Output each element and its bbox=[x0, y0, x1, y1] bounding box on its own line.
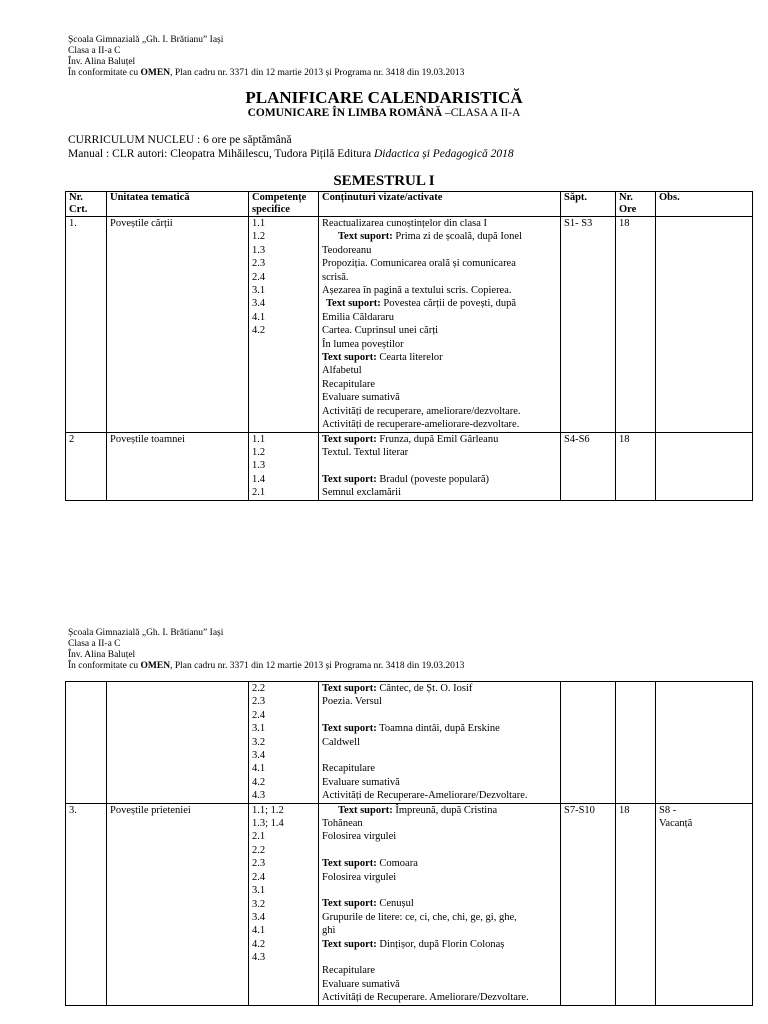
content-line: Evaluare sumativă bbox=[322, 776, 400, 788]
table-row bbox=[66, 217, 753, 433]
row-week bbox=[561, 682, 616, 804]
competence: 2.3 bbox=[252, 858, 266, 870]
row-competences bbox=[249, 217, 319, 433]
row-obs bbox=[656, 432, 753, 500]
content-line: Text suport: Cenușul bbox=[322, 898, 414, 910]
competence: 4.2 bbox=[252, 325, 266, 337]
competence: 1.1 bbox=[252, 218, 266, 229]
content-line: Tohănean bbox=[322, 818, 363, 830]
content-line: În lumea poveștilor bbox=[322, 338, 404, 350]
table-row bbox=[66, 803, 753, 1005]
content-line: Text suport: Frunza, după Emil Gârleanu bbox=[322, 433, 499, 445]
content-line: Text suport: Prima zi de școală, după Ionel bbox=[338, 231, 522, 243]
content-line bbox=[322, 459, 557, 472]
content-line: Activități de Recuperare. Ameliorare/Dezvoltare. bbox=[322, 992, 529, 1004]
content-line: Text suport: Cearta literelor bbox=[322, 352, 443, 364]
content-line: Text suport: Toamna dintâi, după Erskine bbox=[322, 723, 500, 735]
content-line bbox=[322, 884, 557, 897]
content-line: Recapitulare bbox=[322, 378, 376, 390]
competence: 2.3 bbox=[252, 258, 266, 270]
competence: 3.1 bbox=[252, 885, 266, 897]
content-line: Reactualizarea cunoștințelor din clasa I bbox=[322, 218, 488, 229]
header-week: Săpt. bbox=[561, 192, 616, 217]
content-line: Textul. Textul literar bbox=[322, 446, 409, 458]
competence: 1.1 bbox=[252, 433, 266, 445]
competence: 4.3 bbox=[252, 952, 266, 964]
competence: 4.2 bbox=[252, 938, 266, 950]
competence: 3.2 bbox=[252, 736, 266, 748]
competence: 3.4 bbox=[252, 750, 266, 762]
document-subtitle bbox=[0, 107, 768, 119]
competence: 2.4 bbox=[252, 709, 266, 721]
competence: 2.1 bbox=[252, 831, 266, 843]
subtitle-rest: –CLASA A II-A bbox=[442, 107, 521, 119]
row-competences bbox=[249, 803, 319, 1005]
competence: 2.4 bbox=[252, 271, 266, 283]
conformity-rest: , Plan cadru nr. 3371 din 12 martie 2013 și Programa nr. 3418 din 19.03.2013 bbox=[170, 661, 465, 671]
table-header-row bbox=[66, 192, 753, 217]
school-name: Școala Gimnazială „Gh. I. Brătianu” Iași bbox=[68, 628, 224, 638]
conformity-omen: OMEN bbox=[140, 661, 171, 671]
competence: 4.2 bbox=[252, 776, 266, 788]
competence: 1.2 bbox=[252, 446, 266, 458]
content-line: Text suport: Cântec, de Șt. O. Iosif bbox=[322, 683, 473, 694]
content-line bbox=[322, 709, 557, 722]
row-week: S1- S3 bbox=[561, 217, 616, 433]
competence: 3.2 bbox=[252, 898, 266, 910]
row-competences bbox=[249, 682, 319, 804]
competence: 2.2 bbox=[252, 683, 266, 694]
content-line: Activități de recuperare-ameliorare-dezvoltare. bbox=[322, 419, 520, 431]
row-content bbox=[319, 803, 561, 1005]
row-nr bbox=[66, 682, 107, 804]
conformity-line bbox=[68, 68, 464, 79]
content-line: Evaluare sumativă bbox=[322, 392, 400, 404]
plan-table-page1 bbox=[65, 191, 753, 501]
plan-table-page2 bbox=[65, 681, 753, 1006]
conformity-prefix: În conformitate cu bbox=[68, 68, 141, 78]
header-comp: Competențe specifice bbox=[249, 192, 319, 217]
content-line: Text suport: Bradul (poveste populară) bbox=[322, 473, 490, 485]
conformity-omen: OMEN bbox=[140, 68, 171, 78]
content-line bbox=[322, 951, 557, 964]
content-line: Folosirea virgulei bbox=[322, 831, 397, 843]
row-content bbox=[319, 682, 561, 804]
competence: 4.1 bbox=[252, 763, 266, 775]
row-week: S7-S10 bbox=[561, 803, 616, 1005]
competence: 1.4 bbox=[252, 473, 266, 485]
competence: 3.1 bbox=[252, 723, 266, 735]
competence: 1.2 bbox=[252, 231, 266, 243]
row-week: S4-S6 bbox=[561, 432, 616, 500]
content-line: Cartea. Cuprinsul unei cărți bbox=[322, 325, 439, 337]
competence: 2.4 bbox=[252, 871, 266, 883]
content-line bbox=[322, 749, 557, 762]
content-line: scrisă. bbox=[322, 271, 349, 283]
row-obs bbox=[656, 803, 753, 1005]
row-hours bbox=[616, 682, 656, 804]
competence: 3.1 bbox=[252, 285, 266, 297]
row-unit: Poveștile toamnei bbox=[107, 432, 249, 500]
row-content bbox=[319, 432, 561, 500]
content-line: Text suport: Comoara bbox=[322, 858, 418, 870]
competence: 3.4 bbox=[252, 298, 266, 310]
content-line: Text suport: Împreună, după Cristina bbox=[338, 804, 498, 816]
school-header bbox=[68, 35, 464, 79]
class-name: Clasa a II-a C bbox=[68, 639, 121, 649]
conformity-rest: , Plan cadru nr. 3371 din 12 martie 2013 și Programa nr. 3418 din 19.03.2013 bbox=[170, 68, 465, 78]
competence: 1.3 bbox=[252, 460, 266, 472]
semester-title: SEMESTRUL I bbox=[333, 173, 435, 189]
content-line: Alfabetul bbox=[322, 365, 362, 377]
competence: 1.3; 1.4 bbox=[252, 818, 284, 830]
row-nr: 1. bbox=[66, 217, 107, 433]
subtitle-bold: COMUNICARE ÎN LIMBA ROMÂNĂ bbox=[247, 107, 443, 119]
content-line: Emilia Căldararu bbox=[322, 311, 395, 323]
table-row bbox=[66, 432, 753, 500]
row-nr: 2 bbox=[66, 432, 107, 500]
manual-publisher: Didactica și Pedagogică 2018 bbox=[374, 148, 514, 160]
content-line: Propoziția. Comunicarea orală și comunicarea bbox=[322, 258, 516, 270]
header-obs: Obs. bbox=[656, 192, 753, 217]
content-line: Semnul exclamării bbox=[322, 487, 402, 499]
competence: 4.1 bbox=[252, 925, 266, 937]
row-unit: Poveștile cărții bbox=[107, 217, 249, 433]
row-unit: Poveștile prieteniei bbox=[107, 803, 249, 1005]
obs-text: S8 -Vacanță bbox=[659, 804, 693, 830]
content-line: Așezarea în pagină a textului scris. Copierea. bbox=[322, 285, 512, 297]
row-nr: 3. bbox=[66, 803, 107, 1005]
content-line bbox=[322, 844, 557, 857]
curriculum-line: CURRICULUM NUCLEU : 6 ore pe săptămână bbox=[68, 134, 292, 146]
competence: 1.3 bbox=[252, 244, 266, 256]
competence: 1.1; 1.2 bbox=[252, 804, 284, 816]
row-hours: 18 bbox=[616, 217, 656, 433]
row-hours: 18 bbox=[616, 432, 656, 500]
row-obs bbox=[656, 682, 753, 804]
row-unit bbox=[107, 682, 249, 804]
header-hours: Nr. Ore bbox=[616, 192, 656, 217]
competence: 2.3 bbox=[252, 696, 266, 708]
manual-line bbox=[68, 148, 514, 160]
row-content bbox=[319, 217, 561, 433]
document-title: PLANIFICARE CALENDARISTICĂ bbox=[245, 88, 523, 107]
content-line: Grupurile de litere: ce, ci, che, chi, ge, gi, ghe, bbox=[322, 911, 517, 923]
competence: 4.3 bbox=[252, 790, 266, 802]
competence: 2.1 bbox=[252, 487, 266, 499]
header-nr: Nr. Crt. bbox=[66, 192, 107, 217]
row-hours: 18 bbox=[616, 803, 656, 1005]
content-line: ghi bbox=[322, 925, 336, 937]
content-line: Teodoreanu bbox=[322, 244, 372, 256]
content-line: Recapitulare bbox=[322, 965, 376, 977]
content-line: Folosirea virgulei bbox=[322, 871, 397, 883]
content-line: Activități de Recuperare-Ameliorare/Dezvoltare. bbox=[322, 790, 528, 802]
content-line: Evaluare sumativă bbox=[322, 978, 400, 990]
content-line: Text suport: Povestea cărții de povești, după bbox=[326, 298, 517, 310]
competence: 2.2 bbox=[252, 844, 266, 856]
class-name: Clasa a II-a C bbox=[68, 46, 121, 56]
school-name: Școala Gimnazială „Gh. I. Brătianu” Iași bbox=[68, 35, 224, 45]
school-header-page2 bbox=[68, 628, 464, 672]
content-line: Caldwell bbox=[322, 736, 360, 748]
header-unit: Unitatea tematică bbox=[107, 192, 249, 217]
competence: 4.1 bbox=[252, 311, 266, 323]
table-row bbox=[66, 682, 753, 804]
teacher-name: Înv. Alina Baluțel bbox=[68, 57, 136, 67]
conformity-prefix: În conformitate cu bbox=[68, 661, 141, 671]
teacher-name: Înv. Alina Baluțel bbox=[68, 650, 136, 660]
manual-prefix: Manual : CLR autori: Cleopatra Mihăilescu, Tudora Pițilă Editura bbox=[68, 148, 374, 160]
content-line: Poezia. Versul bbox=[322, 696, 382, 708]
content-line: Text suport: Dinți​șor, după Florin Colonaș bbox=[322, 938, 505, 950]
content-line: Activități de recuperare, ameliorare/dezvoltare. bbox=[322, 405, 521, 417]
row-obs bbox=[656, 217, 753, 433]
header-content: Conținuturi vizate/activate bbox=[319, 192, 561, 217]
row-competences bbox=[249, 432, 319, 500]
content-line: Recapitulare bbox=[322, 763, 376, 775]
conformity-line bbox=[68, 661, 464, 672]
competence: 3.4 bbox=[252, 911, 266, 923]
